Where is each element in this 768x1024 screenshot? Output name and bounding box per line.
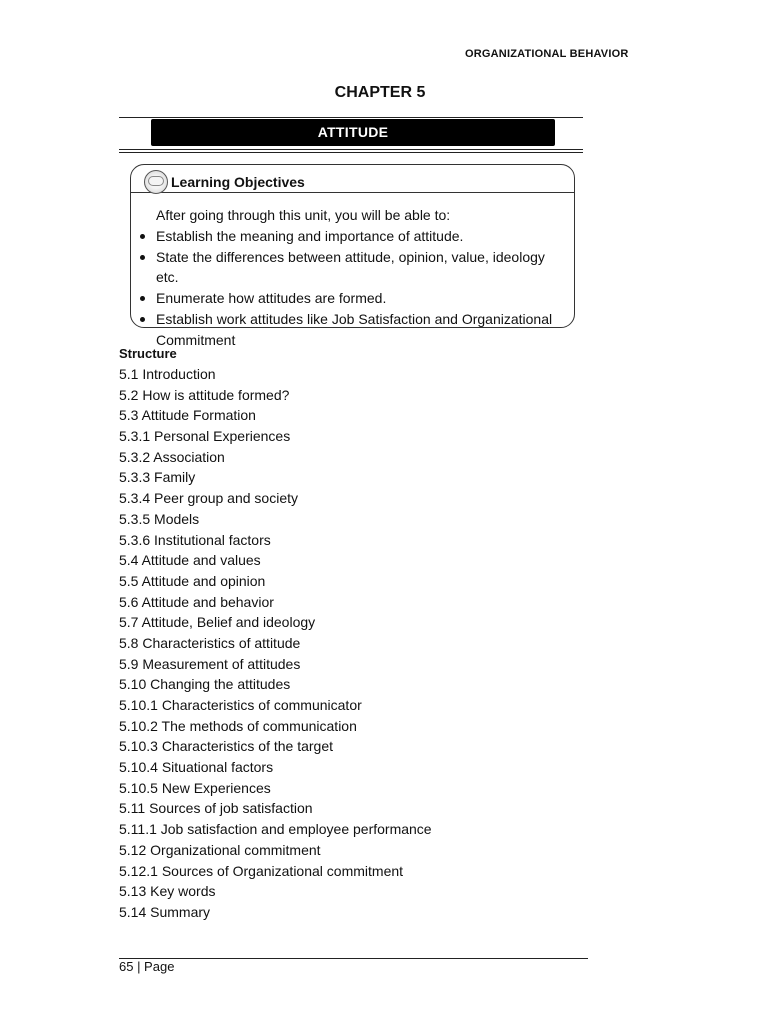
learning-objectives-box bbox=[130, 164, 575, 348]
structure-list bbox=[119, 364, 432, 923]
structure-item: 5.6 Attitude and behavior bbox=[119, 593, 274, 610]
structure-item: 5.11.1 Job satisfaction and employee performance bbox=[119, 821, 432, 838]
running-header: ORGANIZATIONAL BEHAVIOR bbox=[465, 48, 629, 60]
chapter-banner: ATTITUDE bbox=[151, 119, 555, 146]
structure-item: 5.5 Attitude and opinion bbox=[119, 572, 266, 589]
rule-top bbox=[119, 117, 583, 118]
rule-bottom-1 bbox=[119, 149, 583, 150]
structure-item: 5.3.1 Personal Experiences bbox=[119, 428, 291, 445]
structure-item: 5.10.2 The methods of communication bbox=[119, 717, 357, 734]
structure-item: 5.1 Introduction bbox=[119, 366, 216, 382]
structure-item: 5.11 Sources of job satisfaction bbox=[119, 800, 313, 817]
structure-item: 5.10.5 New Experiences bbox=[119, 779, 271, 796]
structure-item: 5.3.6 Institutional factors bbox=[119, 531, 271, 548]
objective-item: Establish the meaning and importance of attitude. bbox=[136, 226, 568, 247]
structure-item: 5.3.2 Association bbox=[119, 448, 225, 465]
structure-item: 5.3.4 Peer group and society bbox=[119, 490, 299, 507]
structure-item: 5.13 Key words bbox=[119, 883, 216, 900]
page-number: 65 | Page bbox=[119, 959, 175, 974]
structure-item: 5.14 Summary bbox=[119, 903, 211, 920]
structure-item: 5.10.1 Characteristics of communicator bbox=[119, 697, 362, 713]
rule-bottom-2 bbox=[119, 152, 583, 153]
structure-item: 5.7 Attitude, Belief and ideology bbox=[119, 614, 316, 631]
structure-item: 5.3.3 Family bbox=[119, 469, 196, 486]
learning-objectives-intro: After going through this unit, you will be able to: bbox=[156, 207, 451, 223]
learning-objectives-title: Learning Objectives bbox=[171, 174, 305, 190]
structure-item: 5.8 Characteristics of attitude bbox=[119, 634, 301, 651]
structure-item: 5.10.3 Characteristics of the target bbox=[119, 738, 333, 755]
structure-item: 5.3.5 Models bbox=[119, 510, 200, 527]
chapter-title: CHAPTER 5 bbox=[334, 84, 426, 101]
objective-item: State the differences between attitude, opinion, value, ideology etc. bbox=[136, 247, 568, 288]
learning-objectives-list bbox=[136, 226, 568, 350]
structure-item: 5.2 How is attitude formed? bbox=[119, 386, 290, 403]
structure-title: Structure bbox=[119, 346, 177, 361]
structure-item: 5.10.4 Situational factors bbox=[119, 759, 274, 776]
objective-item: Establish work attitudes like Job Satisfaction and Organizational Commitment bbox=[136, 309, 568, 350]
structure-item: 5.12 Organizational commitment bbox=[119, 841, 321, 858]
structure-item: 5.10 Changing the attitudes bbox=[119, 676, 291, 693]
structure-item: 5.12.1 Sources of Organizational commitment bbox=[119, 862, 404, 879]
magnifier-icon bbox=[144, 170, 168, 194]
structure-item: 5.9 Measurement of attitudes bbox=[119, 655, 301, 672]
footer-rule bbox=[119, 958, 588, 959]
structure-item: 5.4 Attitude and values bbox=[119, 552, 261, 569]
objective-item: Enumerate how attitudes are formed. bbox=[136, 288, 568, 309]
learning-objectives-divider bbox=[131, 192, 574, 193]
structure-item: 5.3 Attitude Formation bbox=[119, 407, 256, 424]
magnifier-icon-lens bbox=[148, 176, 164, 186]
